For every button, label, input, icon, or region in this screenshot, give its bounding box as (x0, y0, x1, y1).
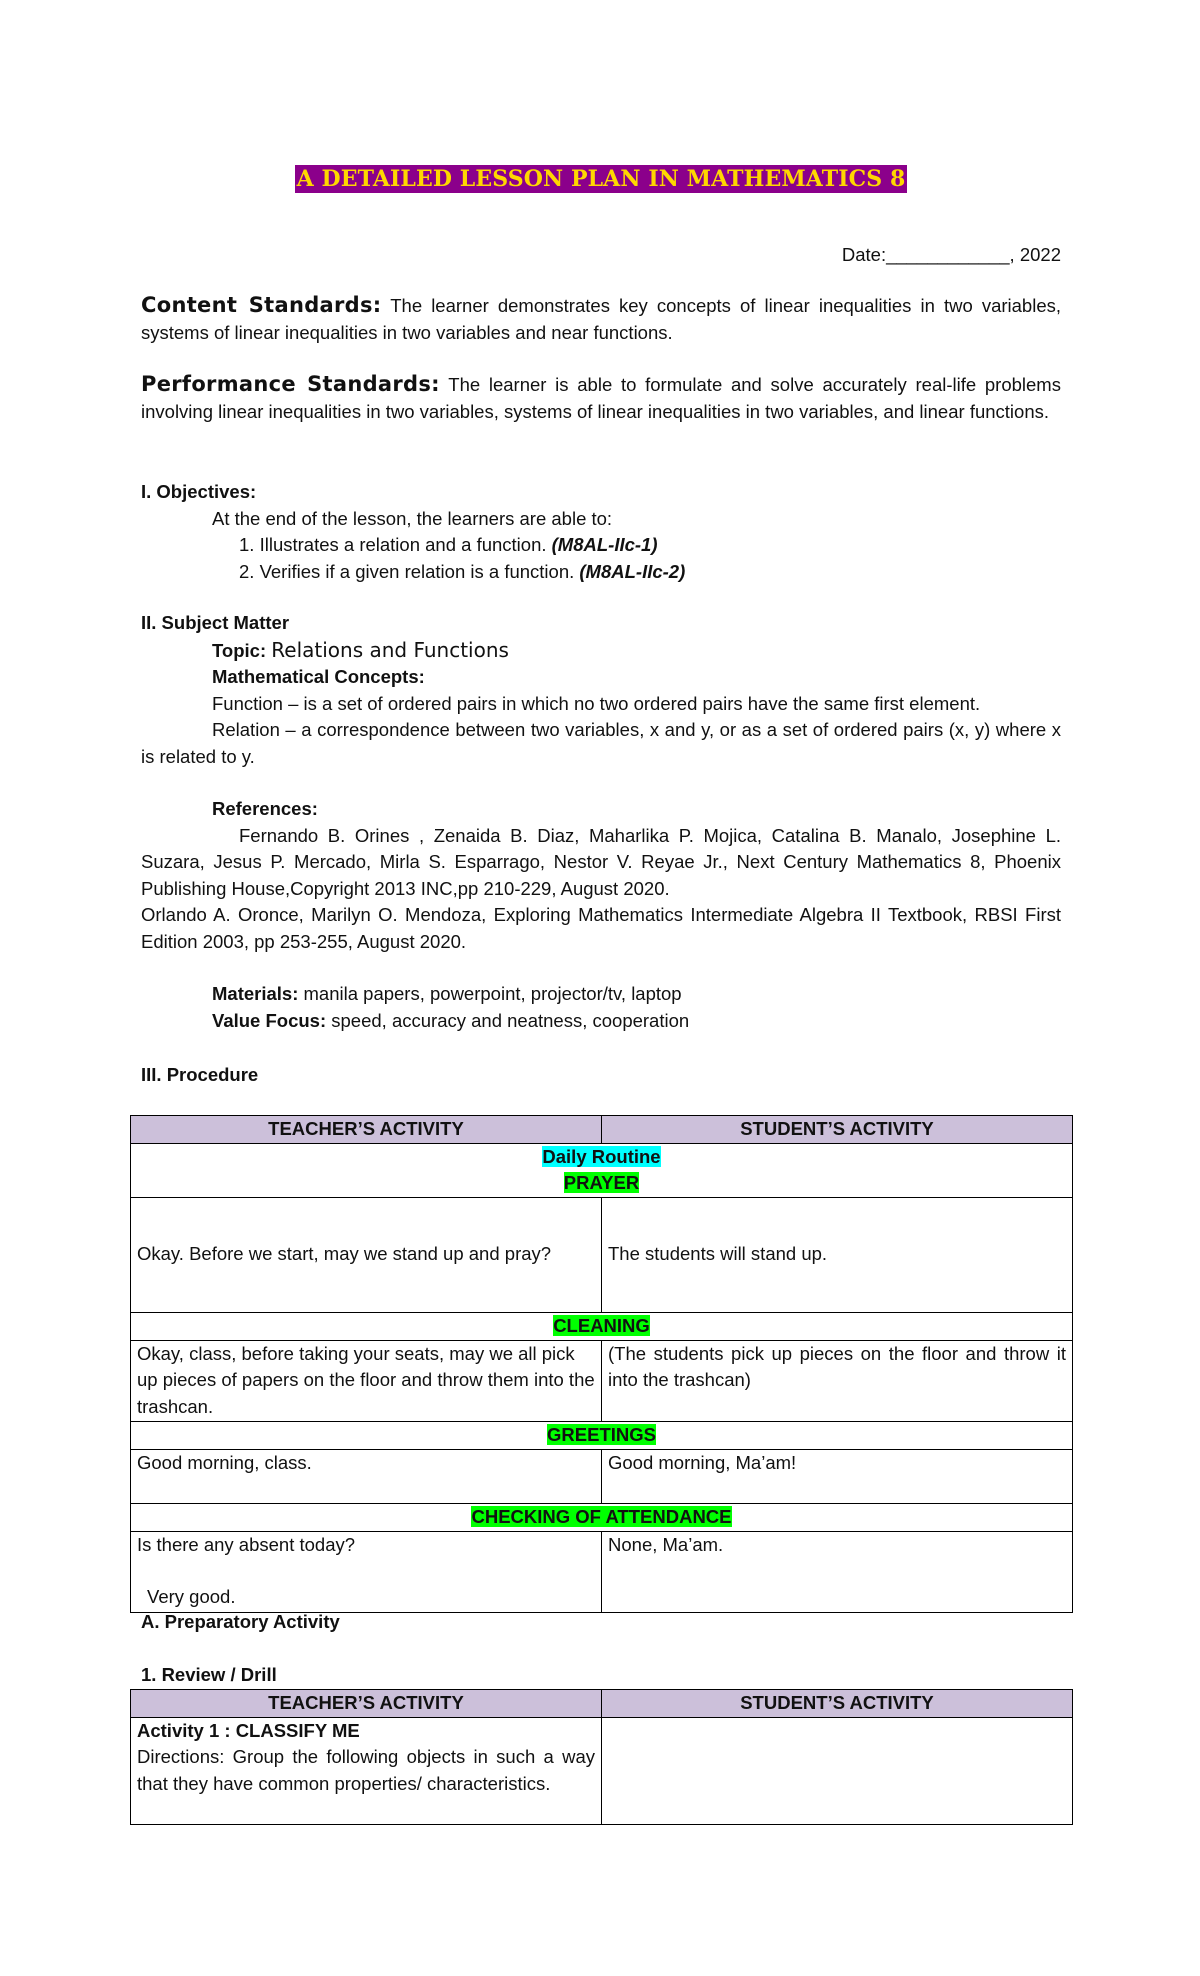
objective-code: (M8AL-IIc-1) (551, 534, 658, 555)
greetings-label: GREETINGS (547, 1423, 656, 1445)
greetings-cell (131, 1421, 1073, 1449)
value-focus-value: speed, accuracy and neatness, cooperation (331, 1009, 690, 1031)
attendance-header-row (131, 1503, 1073, 1531)
topic-label: Topic: (212, 639, 267, 661)
spacer (137, 1558, 595, 1584)
greetings-student-cell: Good morning, Ma’am! (602, 1449, 1073, 1503)
title-wrap (141, 166, 1061, 194)
teacher-activity-header: TEACHER’S ACTIVITY (131, 1116, 602, 1144)
materials-line (141, 981, 1061, 1008)
date-line: Date:____________, 2022 (841, 244, 1061, 265)
cleaning-student-cell: (The students pick up pieces on the floor and throw it into the trashcan) (602, 1340, 1073, 1421)
activity-row (131, 1717, 1073, 1824)
attendance-teacher-cell (131, 1531, 602, 1612)
table-header-row (131, 1116, 1073, 1144)
objectives-section (141, 479, 1061, 585)
cleaning-label: CLEANING (553, 1314, 650, 1336)
performance-standards-label: Performance Standards: (141, 372, 440, 396)
relation-definition: Relation – a correspondence between two variables, x and y, or as a set of ordered pairs (x, y) where x is related to y. (141, 719, 1061, 767)
objective-number: 2. (239, 560, 255, 582)
content-standards-label: Content Standards: (141, 293, 382, 317)
student-activity-header: STUDENT’S ACTIVITY (602, 1116, 1073, 1144)
value-focus-line (141, 1008, 1061, 1035)
attendance-label: CHECKING OF ATTENDANCE (471, 1506, 732, 1527)
topic-line (141, 637, 1061, 665)
subject-matter-section (141, 610, 1061, 1034)
activity-teacher-cell (131, 1717, 602, 1824)
prayer-student-cell: The students will stand up. (602, 1197, 1073, 1312)
content-standards-text: The learner demonstrates key concepts of linear inequalities in two variables, systems of linear inequalities in two variables and near functions. (141, 295, 1061, 343)
attendance-question: Is there any absent today? (137, 1533, 356, 1555)
daily-routine-cell (131, 1143, 1073, 1197)
procedure-table (130, 1115, 1073, 1613)
activity-directions: Directions: Group the following objects in such a way that they have common properties/ characteristics. (137, 1746, 595, 1794)
greetings-teacher-cell: Good morning, class. (131, 1449, 602, 1503)
reference-1: Fernando B. Orines , Zenaida B. Diaz, Maharlika P. Mojica, Catalina B. Manalo, Josephine L. Suzara, Jesus P. Mercado, Mirla S. Esparrago, Nestor V. Reyae Jr., Next Century Mathematics 8, Phoenix Publishing House,Copyright 2013 INC,pp 210-229, August 2020. (141, 824, 1061, 899)
references-label: References: (212, 798, 318, 819)
topic-value: Relations and Functions (271, 637, 509, 662)
cleaning-cell (131, 1312, 1073, 1340)
greetings-header-row (131, 1421, 1073, 1449)
objective-number: 1. (239, 534, 255, 555)
objective-text: Verifies if a given relation is a function. (259, 560, 580, 582)
objective-item-1 (141, 532, 1061, 559)
performance-standards-text: The learner is able to formulate and solve accurately real-life problems involving linear inequalities in two variables, systems of linear inequalities in two variables, and linear functions. (141, 374, 1061, 422)
daily-routine-row (131, 1143, 1073, 1197)
objectives-heading: I. Objectives: (141, 481, 257, 502)
activity-student-cell (602, 1717, 1073, 1824)
preparatory-heading: A. Preparatory Activity (141, 1611, 340, 1632)
review-heading: 1. Review / Drill (141, 1664, 277, 1685)
objective-code: (M8AL-IIc-2) (579, 560, 686, 582)
procedure-heading: III. Procedure (141, 1064, 259, 1085)
review-student-header: STUDENT’S ACTIVITY (602, 1690, 1073, 1718)
reference-2: Orlando A. Oronce, Marilyn O. Mendoza, Exploring Mathematics Intermediate Algebra II Textbook, RBSI First Edition 2003, pp 253-255, August 2020. (141, 904, 1061, 952)
subject-matter-heading: II. Subject Matter (141, 612, 290, 633)
review-teacher-header: TEACHER’S ACTIVITY (131, 1690, 602, 1718)
objective-item-2 (141, 559, 1061, 586)
review-header-row (131, 1690, 1073, 1718)
spacer (141, 770, 1061, 796)
materials-value: manila papers, powerpoint, projector/tv, laptop (303, 983, 682, 1004)
materials-label: Materials: (212, 983, 299, 1004)
prayer-label: PRAYER (563, 1172, 640, 1193)
cleaning-row (131, 1340, 1073, 1421)
attendance-response: Very good. (147, 1586, 236, 1607)
objectives-intro: At the end of the lesson, the learners are able to: (212, 507, 613, 529)
activity-title: Activity 1 : CLASSIFY ME (137, 1719, 360, 1741)
cleaning-header-row (131, 1312, 1073, 1340)
value-focus-label: Value Focus: (212, 1009, 327, 1031)
objective-text: Illustrates a relation and a function. (259, 534, 552, 555)
greetings-row (131, 1449, 1073, 1503)
prayer-teacher-cell: Okay. Before we start, may we stand up and pray? (131, 1197, 602, 1312)
attendance-student-cell: None, Ma’am. (602, 1531, 1073, 1612)
review-table (130, 1689, 1073, 1825)
performance-standards (141, 371, 1061, 425)
prayer-row (131, 1197, 1073, 1312)
function-definition: Function – is a set of ordered pairs in which no two ordered pairs have the same first element. (212, 692, 981, 714)
attendance-row (131, 1531, 1073, 1612)
spacer (141, 955, 1061, 981)
cleaning-teacher-cell: Okay, class, before taking your seats, may we all pick up pieces of papers on the floor and throw them into the trashcan. (131, 1340, 602, 1421)
content-standards (141, 292, 1061, 346)
daily-routine-label: Daily Routine (542, 1145, 661, 1167)
concepts-label: Mathematical Concepts: (212, 666, 425, 687)
document-title: A DETAILED LESSON PLAN IN MATHEMATICS 8 (296, 166, 906, 192)
attendance-cell (131, 1503, 1073, 1531)
